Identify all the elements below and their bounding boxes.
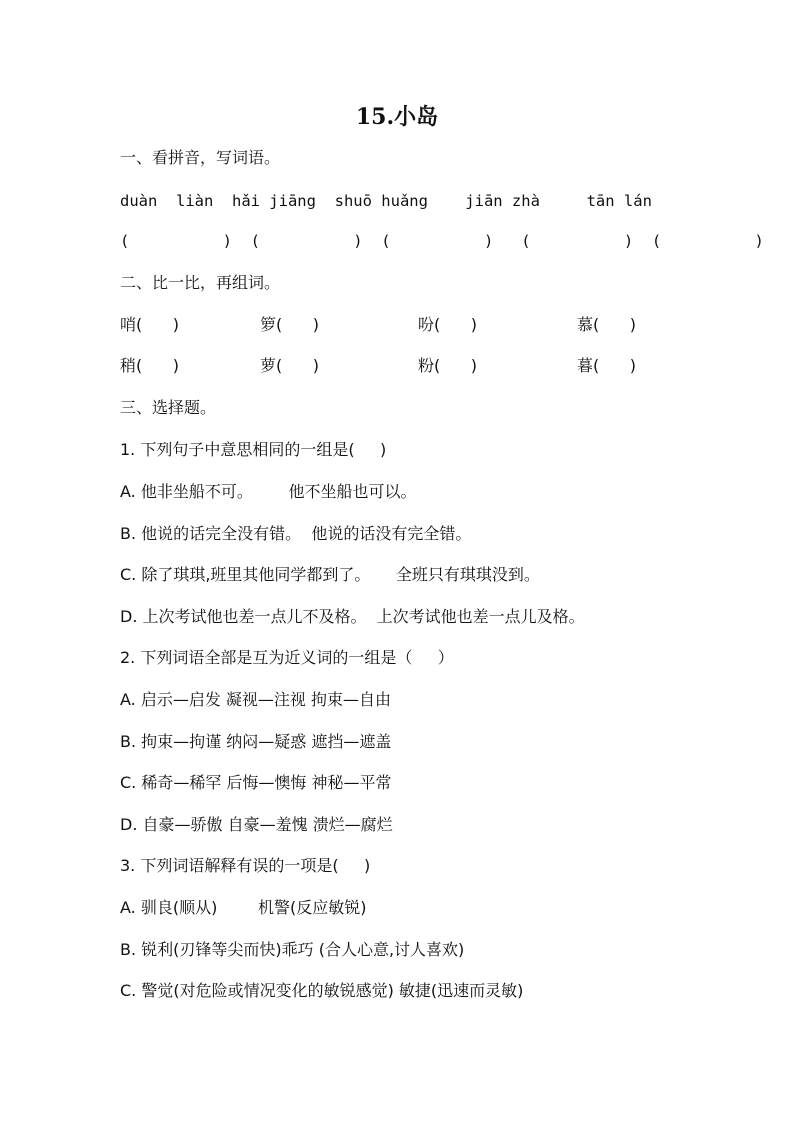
question-3-stem: 3. 下列词语解释有误的一项是( ) bbox=[120, 856, 371, 875]
question-2-option-b: B. 拘束—拘谨 纳闷—疑惑 遮挡—遮盖 bbox=[120, 732, 392, 751]
question-3-option-c: C. 警觉(对危险或情况变化的敏锐感觉) 敏捷(迅速而灵敏) bbox=[120, 981, 524, 1000]
question-2-option-d: D. 自豪—骄傲 自豪—羞愧 溃烂—腐烂 bbox=[120, 815, 393, 834]
question-1-stem: 1. 下列句子中意思相同的一组是( ) bbox=[120, 440, 387, 459]
compare-item: 箩( ) bbox=[260, 315, 320, 334]
section-2-heading: 二、比一比，再组词。 bbox=[120, 273, 281, 292]
page-title: 15.小岛 bbox=[355, 104, 439, 130]
question-1-option-c: C. 除了琪琪,班里其他同学都到了。 全班只有琪琪没到。 bbox=[120, 565, 540, 584]
compare-item: 暮( ) bbox=[577, 356, 637, 375]
question-2-stem: 2. 下列词语全部是互为近义词的一组是（ ） bbox=[120, 648, 454, 667]
compare-item: 慕( ) bbox=[577, 315, 637, 334]
question-1-option-d: D. 上次考试他也差一点儿不及格。 上次考试他也差一点儿及格。 bbox=[120, 607, 585, 626]
compare-item: 萝( ) bbox=[260, 356, 320, 375]
question-1-option-b: B. 他说的话完全没有错。 他说的话没有完全错。 bbox=[120, 524, 472, 543]
pinyin-row: duàn liàn hǎi jiāng shuō huǎng jiān zhà tān lán bbox=[120, 192, 652, 210]
section-1-heading: 一、看拼音，写词语。 bbox=[120, 148, 281, 167]
section-3-heading: 三、选择题。 bbox=[120, 398, 217, 417]
question-1-option-a: A. 他非坐船不可。 他不坐船也可以。 bbox=[120, 482, 417, 501]
question-3-option-a: A. 驯良(顺从) 机警(反应敏锐) bbox=[120, 898, 367, 917]
compare-item: 吩( ) bbox=[418, 315, 478, 334]
compare-item: 粉( ) bbox=[418, 356, 478, 375]
compare-item: 哨( ) bbox=[120, 315, 180, 334]
question-2-option-c: C. 稀奇—稀罕 后悔—懊悔 神秘—平常 bbox=[120, 773, 392, 792]
question-2-option-a: A. 启示—启发 凝视—注视 拘束—自由 bbox=[120, 690, 392, 709]
answer-blanks-row: ( ) ( ) ( ) ( ) ( ) bbox=[120, 232, 764, 250]
question-3-option-b: B. 锐利(刃锋等尖而快)乖巧 (合人心意,讨人喜欢) bbox=[120, 940, 465, 959]
compare-item: 稍( ) bbox=[120, 356, 180, 375]
